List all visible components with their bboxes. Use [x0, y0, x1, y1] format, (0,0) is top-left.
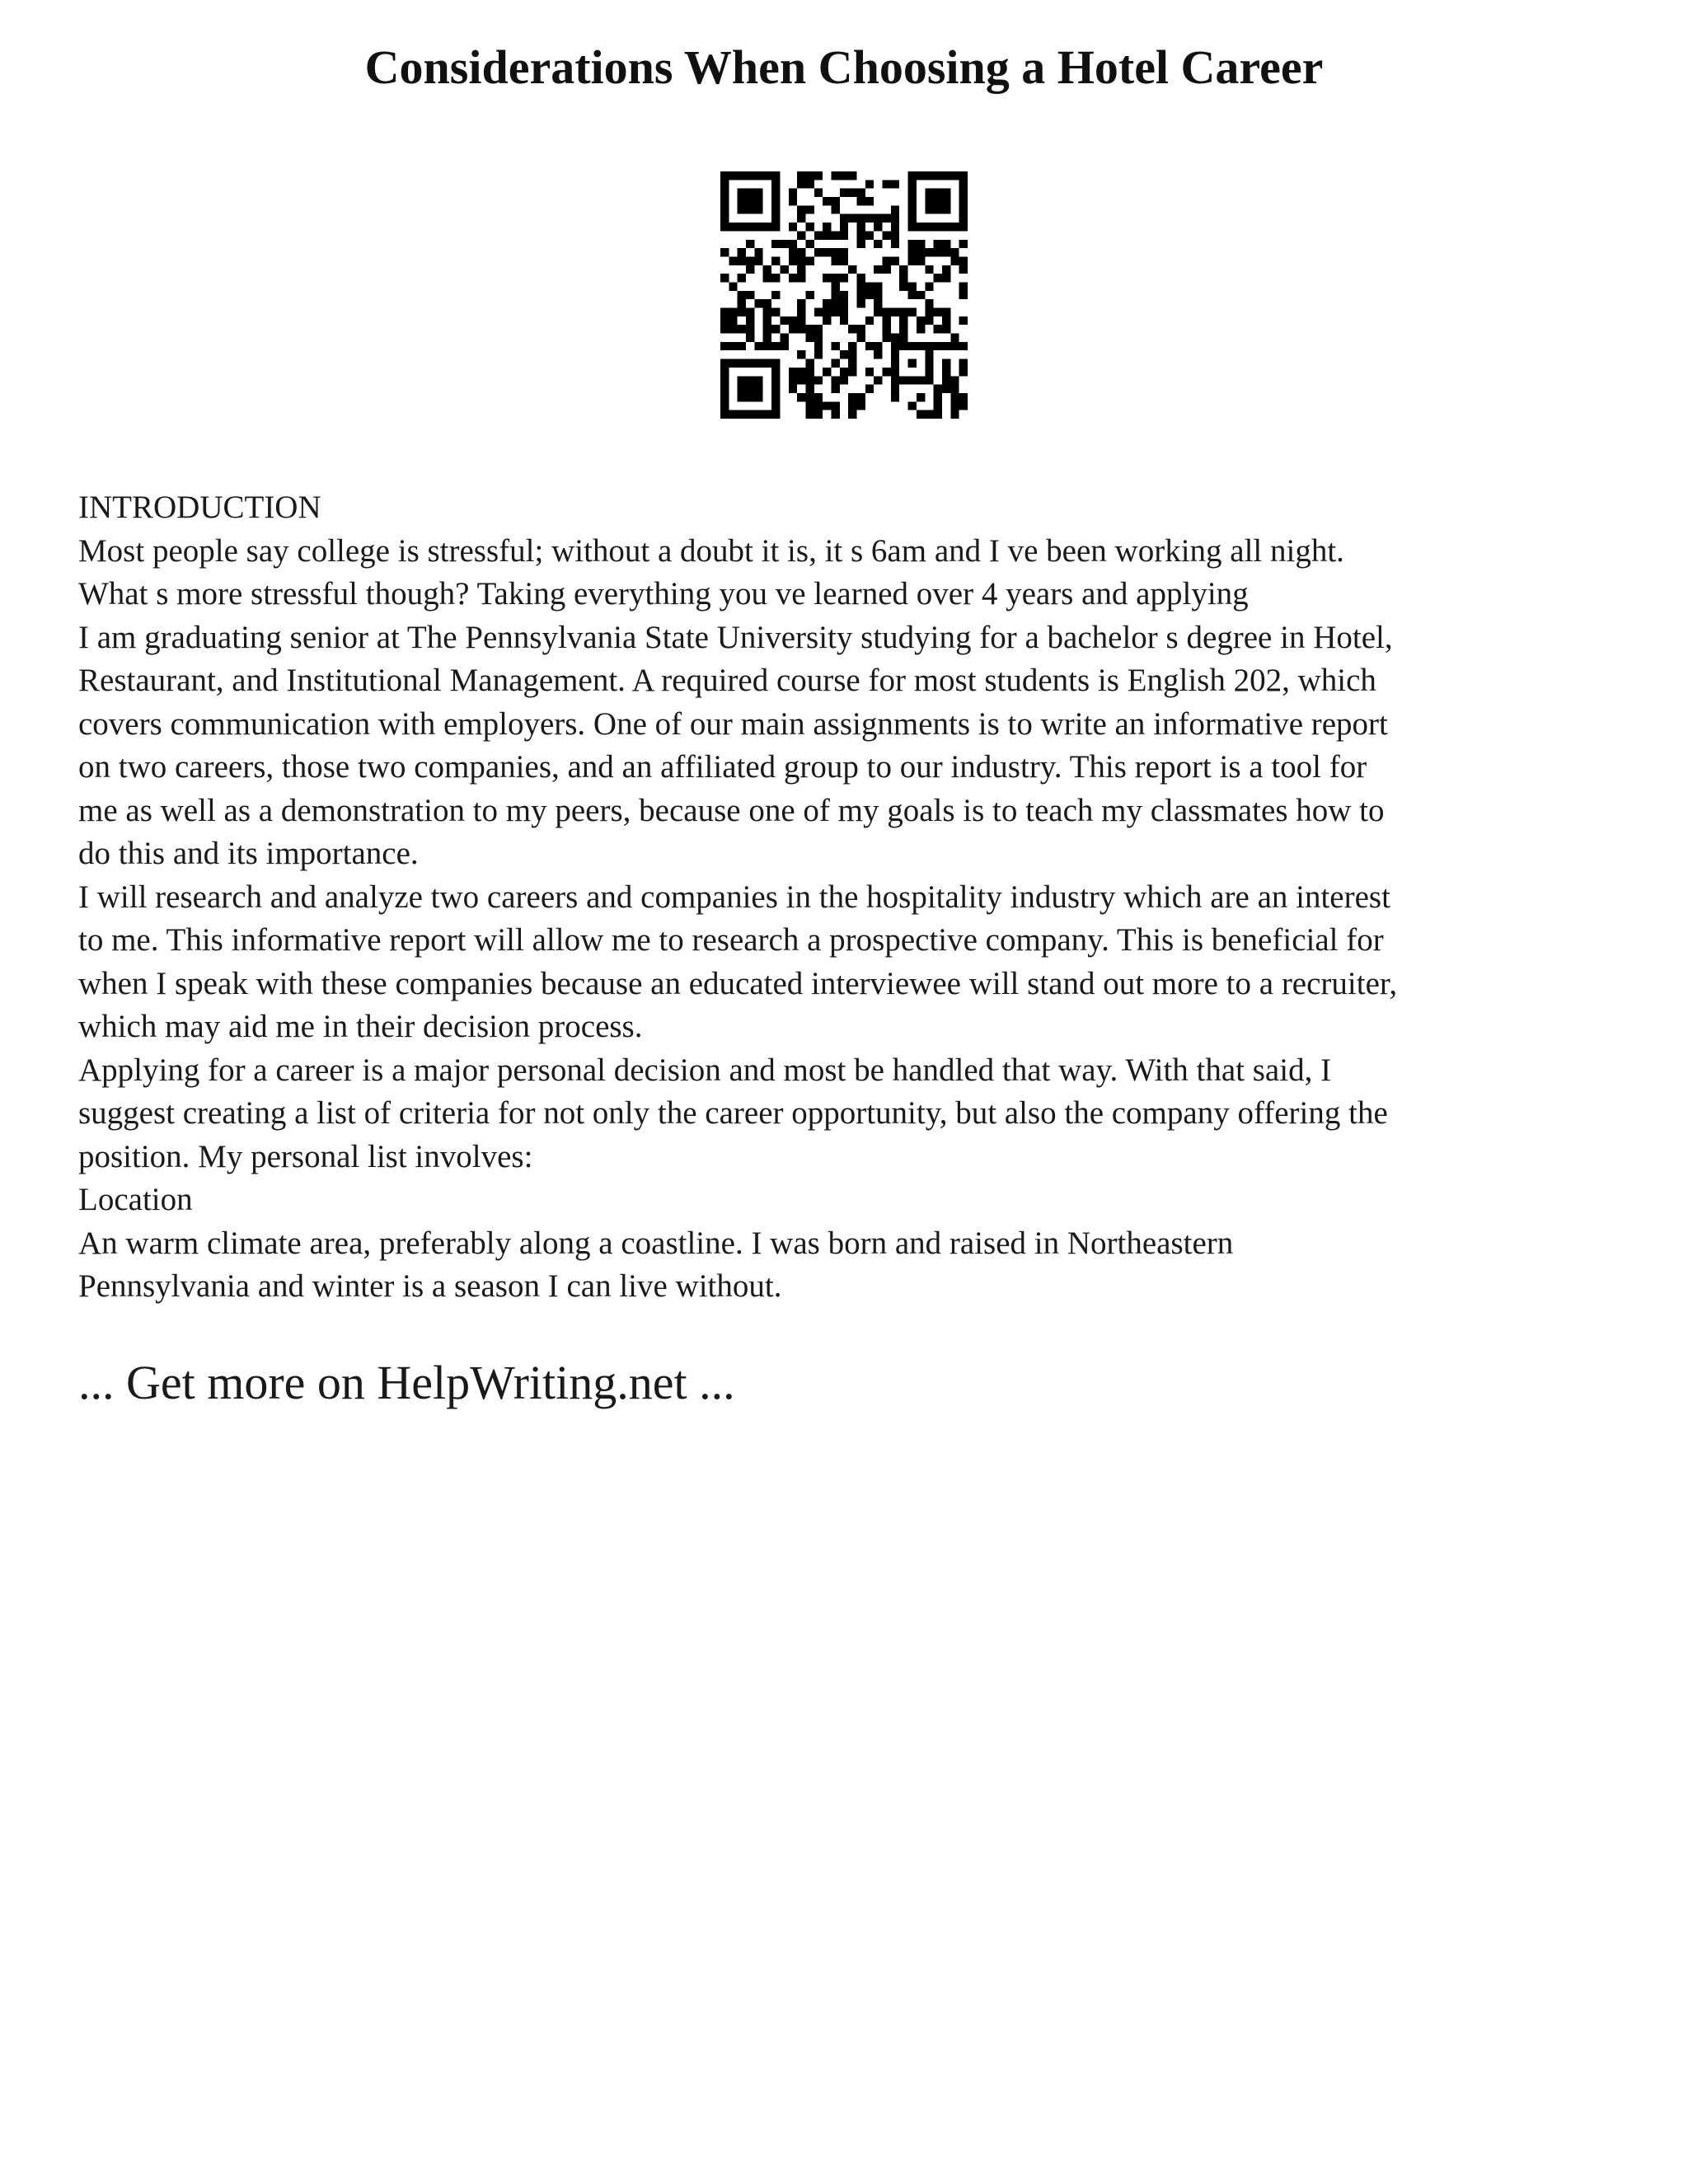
- body-line: covers communication with employers. One of our main assignments is to write an informative report: [78, 705, 1388, 742]
- qr-code-icon: [720, 171, 968, 419]
- body-line: I will research and analyze two careers and companies in the hospitality industry which are an interest: [78, 879, 1390, 915]
- body-line: position. My personal list involves:: [78, 1138, 533, 1174]
- body-line: An warm climate area, preferably along a coastline. I was born and raised in Northeastern: [78, 1225, 1234, 1261]
- body-line: Pennsylvania and winter is a season I can live without.: [78, 1268, 782, 1304]
- document-title: Considerations When Choosing a Hotel Career: [364, 40, 1324, 94]
- body-line: which may aid me in their decision process.: [78, 1009, 643, 1044]
- body-line: Most people say college is stressful; without a doubt it is, it s 6am and I ve been working all night.: [78, 532, 1344, 569]
- body-line: do this and its importance.: [78, 836, 419, 871]
- body-line: Restaurant, and Institutional Management. A required course for most students is English 202, which: [78, 663, 1376, 698]
- body-line: What s more stressful though? Taking everything you ve learned over 4 years and applying: [78, 576, 1249, 612]
- section-heading-introduction: INTRODUCTION: [78, 490, 321, 525]
- body-line: Applying for a career is a major personal decision and most be handled that way. With that said, I: [78, 1052, 1332, 1088]
- body-line: on two careers, those two companies, and an affiliated group to our industry. This report is a tool for: [78, 749, 1367, 785]
- document-body: [78, 486, 1628, 1309]
- body-line: me as well as a demonstration to my peers, because one of my goals is to teach my classmates how to: [78, 792, 1385, 828]
- body-line: to me. This informative report will allow me to research a prospective company. This is beneficial for: [78, 922, 1384, 958]
- body-line: when I speak with these companies because an educated interviewee will stand out more to a recruiter,: [78, 965, 1398, 1001]
- body-line: suggest creating a list of criteria for not only the career opportunity, but also the company offering the: [78, 1095, 1388, 1131]
- section-heading-location: Location: [78, 1182, 193, 1217]
- helpwriting-link[interactable]: ... Get more on HelpWriting.net ...: [78, 1356, 735, 1409]
- body-line: I am graduating senior at The Pennsylvania State University studying for a bachelor s degree in Hotel,: [78, 619, 1393, 655]
